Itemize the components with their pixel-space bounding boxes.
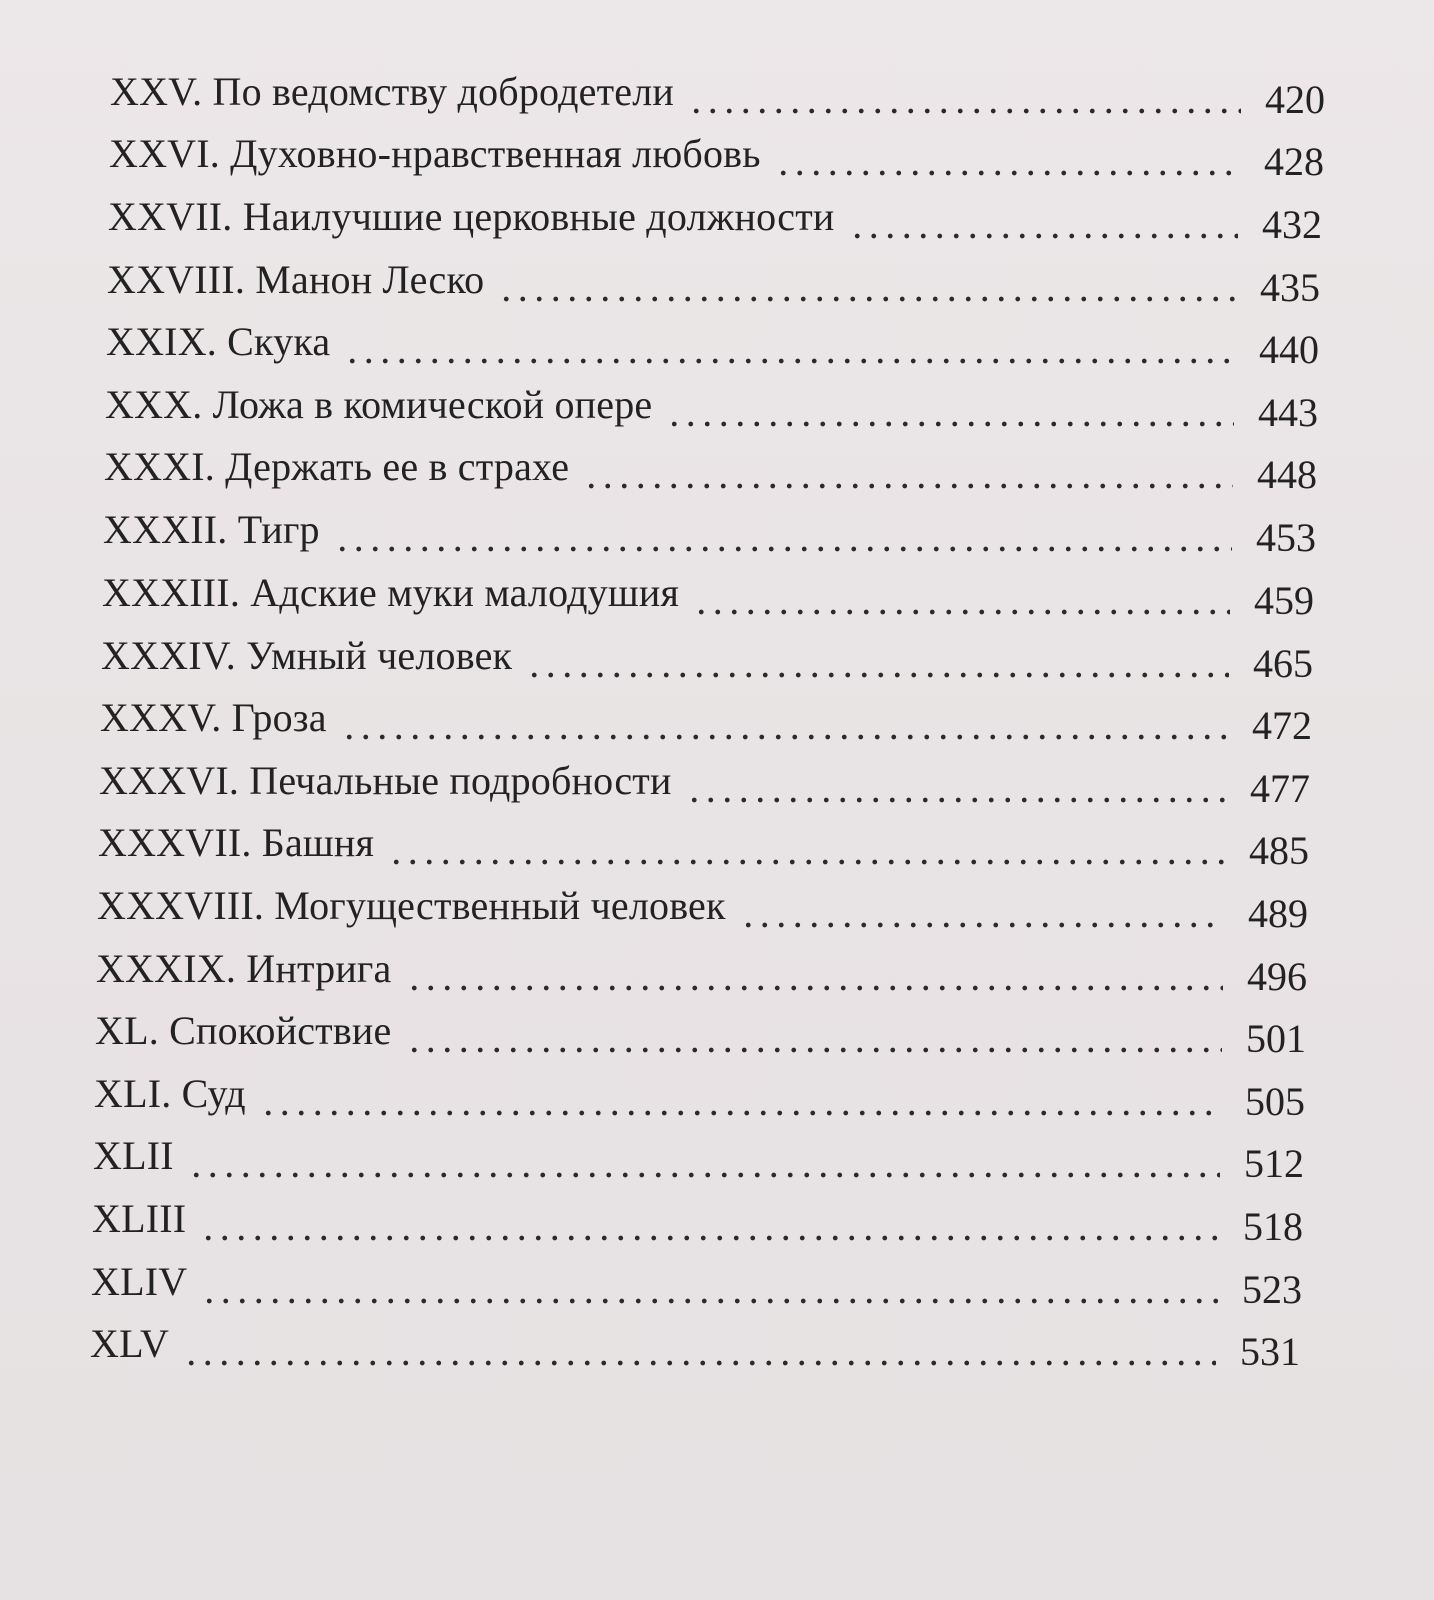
dot-leader bbox=[388, 857, 1225, 867]
toc-entry bbox=[106, 318, 1319, 374]
toc-entry-page: 501 bbox=[1246, 1016, 1306, 1061]
toc-entry bbox=[91, 1258, 1302, 1314]
toc-entry bbox=[96, 945, 1307, 1001]
toc-entry-title: XLV bbox=[90, 1321, 170, 1366]
toc-entry bbox=[105, 381, 1318, 437]
toc-entry-title: XXXVII. Башня bbox=[98, 820, 375, 865]
toc-entry bbox=[99, 757, 1310, 813]
toc-entry bbox=[90, 1320, 1300, 1376]
toc-entry bbox=[94, 1070, 1305, 1126]
toc-entry bbox=[98, 819, 1309, 875]
toc-entry-page: 512 bbox=[1244, 1141, 1304, 1186]
toc-entry-page: 459 bbox=[1254, 578, 1314, 623]
dot-leader bbox=[260, 1108, 1221, 1118]
toc-entry bbox=[100, 694, 1312, 750]
toc-entry-title: XXXV. Гроза bbox=[100, 695, 327, 740]
dot-leader bbox=[693, 607, 1230, 617]
dot-leader bbox=[188, 1170, 1220, 1180]
toc-entry bbox=[108, 193, 1322, 249]
toc-entry bbox=[110, 68, 1325, 124]
toc-entry bbox=[103, 506, 1316, 562]
toc-entry bbox=[104, 443, 1317, 499]
dot-leader bbox=[341, 732, 1228, 742]
toc-entry-page: 505 bbox=[1245, 1079, 1305, 1124]
dot-leader bbox=[406, 1045, 1223, 1055]
dot-leader bbox=[583, 481, 1233, 491]
toc-entry-page: 448 bbox=[1257, 452, 1317, 497]
dot-leader bbox=[688, 106, 1241, 116]
toc-entry bbox=[92, 1195, 1303, 1251]
toc-entry bbox=[97, 882, 1308, 938]
dot-leader bbox=[775, 168, 1240, 178]
toc-entry-title: XXV. По ведомству добродетели bbox=[110, 69, 674, 114]
toc-entry bbox=[107, 256, 1320, 312]
toc-entry bbox=[101, 632, 1313, 688]
toc-entry bbox=[109, 130, 1324, 186]
toc-entry-page: 489 bbox=[1248, 891, 1308, 936]
toc-entry-title: XXXIII. Адские муки малодушия bbox=[102, 570, 680, 615]
toc-entry-title: XXXII. Тигр bbox=[103, 507, 320, 552]
dot-leader bbox=[201, 1296, 1218, 1306]
dot-leader bbox=[666, 419, 1234, 429]
toc-entry-title: XXXI. Держать ее в страхе bbox=[104, 444, 570, 489]
toc-entry-title: XLII bbox=[93, 1133, 174, 1178]
toc-entry-page: 465 bbox=[1253, 641, 1313, 686]
toc-entry bbox=[102, 569, 1314, 625]
toc-entry-page: 523 bbox=[1242, 1267, 1302, 1312]
toc-entry-title: XXXVIII. Могущественный человек bbox=[97, 883, 726, 928]
toc-entry-title: XLIV bbox=[91, 1259, 188, 1304]
toc-entry-title: XXVIII. Манон Леско bbox=[107, 257, 485, 302]
toc-entry-title: XXX. Ложа в комической опере bbox=[105, 382, 653, 427]
toc-entry-page: 420 bbox=[1265, 77, 1325, 122]
dot-leader bbox=[200, 1233, 1219, 1243]
toc-entry-title: XXXVI. Печальные подробности bbox=[99, 758, 672, 803]
toc-entry-title: XLI. Суд bbox=[94, 1071, 246, 1116]
dot-leader bbox=[334, 544, 1232, 554]
toc-entry-title: XLIII bbox=[92, 1196, 187, 1241]
toc-entry-page: 485 bbox=[1249, 828, 1309, 873]
toc-entry bbox=[93, 1132, 1304, 1188]
toc-entry-title: XL. Спокойствие bbox=[95, 1008, 392, 1053]
dot-leader bbox=[406, 983, 1224, 993]
toc-entry-page: 432 bbox=[1262, 202, 1322, 247]
toc-entry-page: 472 bbox=[1252, 703, 1312, 748]
toc-entry-title: XXXIV. Умный человек bbox=[101, 633, 513, 678]
toc-entry-page: 518 bbox=[1243, 1204, 1303, 1249]
toc-entry bbox=[95, 1007, 1306, 1063]
toc-entry-title: XXVI. Духовно-нравственная любовь bbox=[109, 131, 761, 176]
toc-entry-title: XXXIX. Интрига bbox=[96, 946, 392, 991]
toc-entry-page: 440 bbox=[1259, 327, 1319, 372]
toc-entry-page: 435 bbox=[1260, 265, 1320, 310]
dot-leader bbox=[740, 920, 1224, 930]
dot-leader bbox=[498, 294, 1236, 304]
dot-leader bbox=[344, 356, 1235, 366]
toc-entry-page: 453 bbox=[1256, 515, 1316, 560]
toc-entry-title: XXIX. Скука bbox=[106, 319, 331, 364]
toc-entry-page: 477 bbox=[1250, 766, 1310, 811]
toc-entry-page: 443 bbox=[1258, 390, 1318, 435]
toc-entry-page: 531 bbox=[1240, 1329, 1300, 1374]
dot-leader bbox=[686, 795, 1226, 805]
dot-leader bbox=[183, 1358, 1216, 1368]
toc-entry-page: 496 bbox=[1247, 954, 1307, 999]
toc-entry-page: 428 bbox=[1264, 139, 1324, 184]
dot-leader bbox=[526, 670, 1229, 680]
toc-entry-title: XXVII. Наилучшие церковные должности bbox=[108, 194, 835, 239]
dot-leader bbox=[849, 231, 1238, 241]
